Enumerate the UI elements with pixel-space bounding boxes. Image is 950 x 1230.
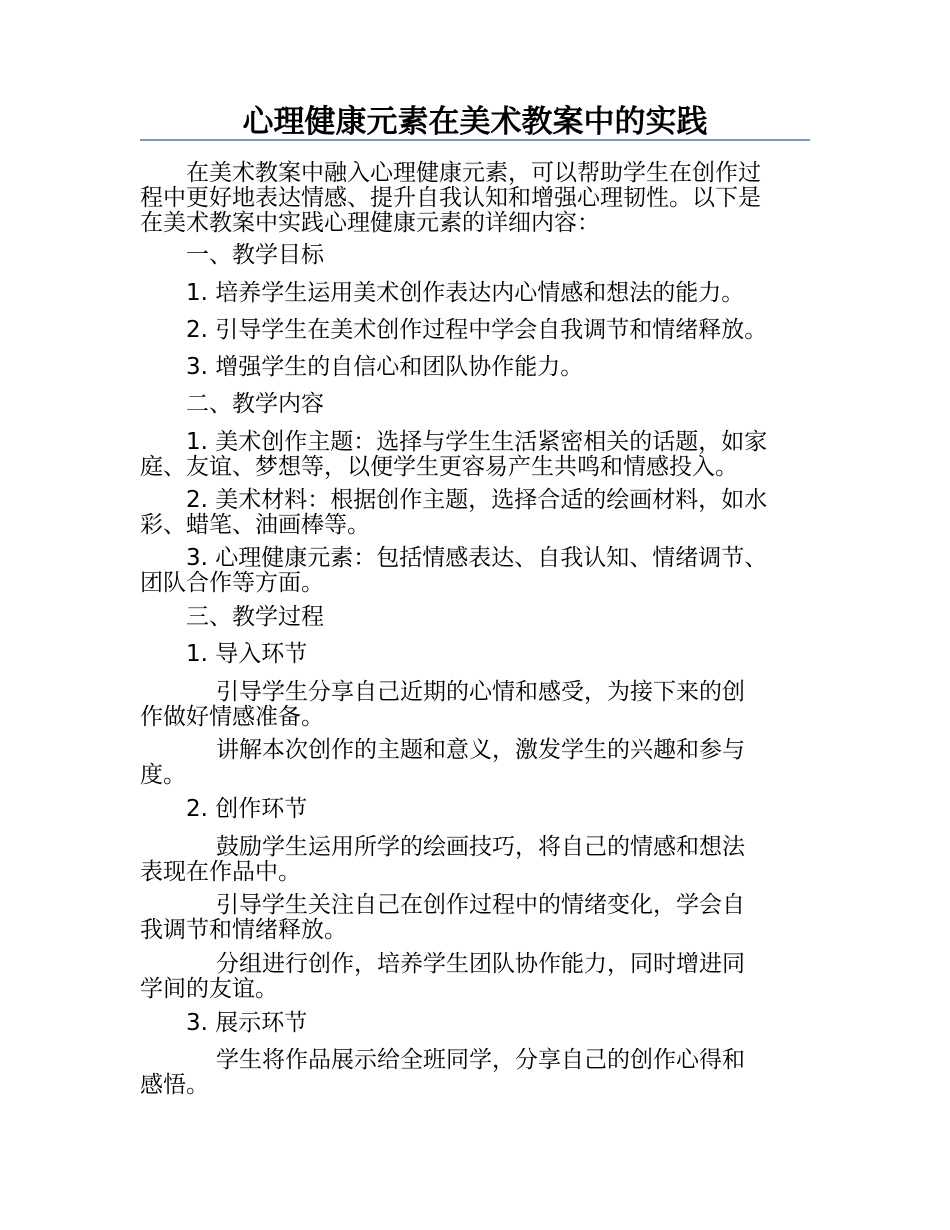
intro-paragraph (140, 161, 812, 236)
goal-item-1: 1. 培养学生运用美术创作表达内心情感和想法的能力。 (186, 280, 745, 306)
content-item-1-line-2: 庭、友谊、梦想等，以便学生更容易产生共鸣和情感投入。 (140, 454, 738, 480)
show-step-para-1-line-2: 感悟。 (140, 1072, 209, 1098)
show-step-para-1 (140, 1048, 812, 1098)
intro-step-para-1-line-2: 作做好情感准备。 (140, 704, 324, 730)
create-step-para-2 (140, 893, 812, 943)
intro-step-para-2 (140, 738, 812, 788)
create-step-para-1-line-1: 鼓励学生运用所学的绘画技巧，将自己的情感和想法 (216, 834, 745, 860)
content-item-1 (140, 430, 812, 480)
content-item-2 (140, 488, 812, 538)
content-item-3 (140, 546, 812, 596)
intro-step-para-2-line-1: 讲解本次创作的主题和意义，激发学生的兴趣和参与 (216, 737, 745, 763)
intro-step-para-1 (140, 680, 812, 730)
goal-item-2: 2. 引导学生在美术创作过程中学会自我调节和情绪释放。 (186, 317, 768, 343)
intro-line-1: 在美术教案中融入心理健康元素，可以帮助学生在创作过 (186, 160, 761, 186)
content-item-2-line-1: 2. 美术材料：根据创作主题，选择合适的绘画材料，如水 (186, 487, 768, 513)
title-underline (140, 139, 810, 141)
subsection-heading-intro: 1. 导入环节 (186, 641, 308, 667)
section-heading-goals: 一、教学目标 (186, 242, 324, 268)
document-title: 心理健康元素在美术教案中的实践 (242, 104, 708, 140)
create-step-para-3 (140, 952, 812, 1002)
intro-step-para-1-line-1: 引导学生分享自己近期的心情和感受，为接下来的创 (216, 679, 745, 705)
create-step-para-1-line-2: 表现在作品中。 (140, 859, 301, 885)
subsection-heading-show: 3. 展示环节 (186, 1010, 308, 1036)
goal-item-3: 3. 增强学生的自信心和团队协作能力。 (186, 354, 584, 380)
content-item-2-line-2: 彩、蜡笔、油画棒等。 (140, 512, 370, 538)
content-item-3-line-1: 3. 心理健康元素：包括情感表达、自我认知、情绪调节、 (186, 545, 768, 571)
content-item-1-line-1: 1. 美术创作主题：选择与学生生活紧密相关的话题，如家 (186, 429, 768, 455)
intro-line-2: 程中更好地表达情感、提升自我认知和增强心理韧性。以下是 (140, 185, 761, 211)
create-step-para-3-line-1: 分组进行创作，培养学生团队协作能力，同时增进同 (216, 951, 745, 977)
create-step-para-2-line-1: 引导学生关注自己在创作过程中的情绪变化，学会自 (216, 892, 745, 918)
section-heading-process: 三、教学过程 (186, 604, 324, 630)
create-step-para-2-line-2: 我调节和情绪释放。 (140, 917, 347, 943)
create-step-para-3-line-2: 学间的友谊。 (140, 976, 278, 1002)
content-item-3-line-2: 团队合作等方面。 (140, 570, 324, 596)
intro-step-para-2-line-2: 度。 (140, 762, 186, 788)
subsection-heading-create: 2. 创作环节 (186, 796, 308, 822)
show-step-para-1-line-1: 学生将作品展示给全班同学，分享自己的创作心得和 (216, 1047, 745, 1073)
intro-line-3: 在美术教案中实践心理健康元素的详细内容： (140, 210, 600, 236)
create-step-para-1 (140, 835, 812, 885)
section-heading-content: 二、教学内容 (186, 391, 324, 417)
